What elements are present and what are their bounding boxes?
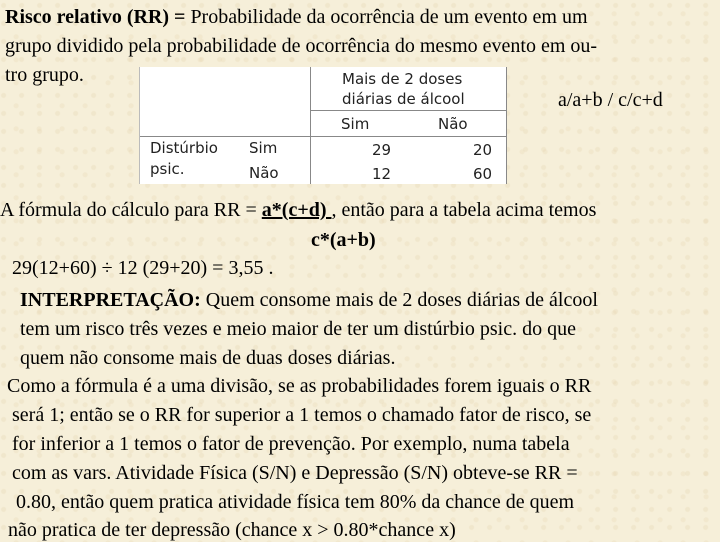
explanation-line-5: 0.80, então quem pratica atividade física tem 80% da chance de quem: [16, 491, 575, 513]
table-header-line-2: diárias de álcool: [342, 90, 465, 108]
table-row-nao: Não: [249, 164, 279, 182]
table-cell-d: 60: [473, 165, 493, 183]
table-col-nao: Não: [438, 115, 468, 133]
table-rule-top: [310, 110, 507, 111]
interpretation-line-1-text: Quem consome mais de 2 doses diárias de álcool: [200, 289, 598, 311]
table-row-label-line-2: psic.: [150, 160, 185, 178]
formula-side-note: a/a+b / c/c+d: [558, 89, 663, 111]
contingency-table: [139, 67, 507, 184]
interpretation-label: INTERPRETAÇÃO:: [20, 289, 201, 311]
intro-line-1: [5, 5, 588, 29]
intro-line-2: grupo dividido pela probabilidade de ocorrência do mesmo evento em ou-: [5, 35, 598, 57]
table-rule-vertical: [310, 67, 311, 184]
table-rule-right: [506, 67, 507, 184]
explanation-line-4: com as vars. Atividade Física (S/N) e Depressão (S/N) obteve-se RR =: [12, 462, 578, 484]
table-header-line-1: Mais de 2 doses: [342, 70, 463, 88]
explanation-line-6: não pratica de ter depressão (chance x > 0.80*chance x): [8, 519, 456, 541]
formula-calculation: 29(12+60) ÷ 12 (29+20) = 3,55 .: [12, 257, 274, 279]
intro-line-3: tro grupo.: [5, 64, 84, 86]
table-cell-b: 20: [473, 141, 493, 159]
interpretation-line-1: [20, 288, 598, 312]
table-row-label-line-1: Distúrbio: [150, 139, 218, 157]
table-cell-a: 29: [372, 141, 392, 159]
interpretation-line-2: tem um risco três vezes e meio maior de ter um distúrbio psic. do que: [20, 318, 576, 340]
interpretation-line-3: quem não consome mais de duas doses diárias.: [20, 347, 396, 369]
explanation-line-3: for inferior a 1 temos o fator de prevenção. Por exemplo, numa tabela: [12, 433, 570, 455]
table-row-sim: Sim: [249, 139, 278, 157]
formula-suffix: , então para a tabela acima temos: [331, 199, 597, 221]
table-cell-c: 12: [372, 165, 392, 183]
formula-line: [0, 198, 596, 222]
explanation-line-1: Como a fórmula é a uma divisão, se as probabilidades forem iguais o RR: [7, 375, 592, 397]
explanation-line-2: será 1; então se o RR for superior a 1 temos o chamado fator de risco, se: [12, 404, 592, 426]
formula-numerator: a*(c+d): [261, 199, 332, 221]
table-rule-header: [140, 136, 507, 137]
intro-line-1-text: Probabilidade da ocorrência de um evento em um: [185, 6, 588, 28]
formula-prefix: A fórmula do cálculo para RR =: [0, 199, 262, 221]
formula-denominator: c*(a+b): [311, 229, 376, 251]
rr-definition-title: Risco relativo (RR) =: [5, 6, 186, 28]
table-col-sim: Sim: [341, 115, 370, 133]
